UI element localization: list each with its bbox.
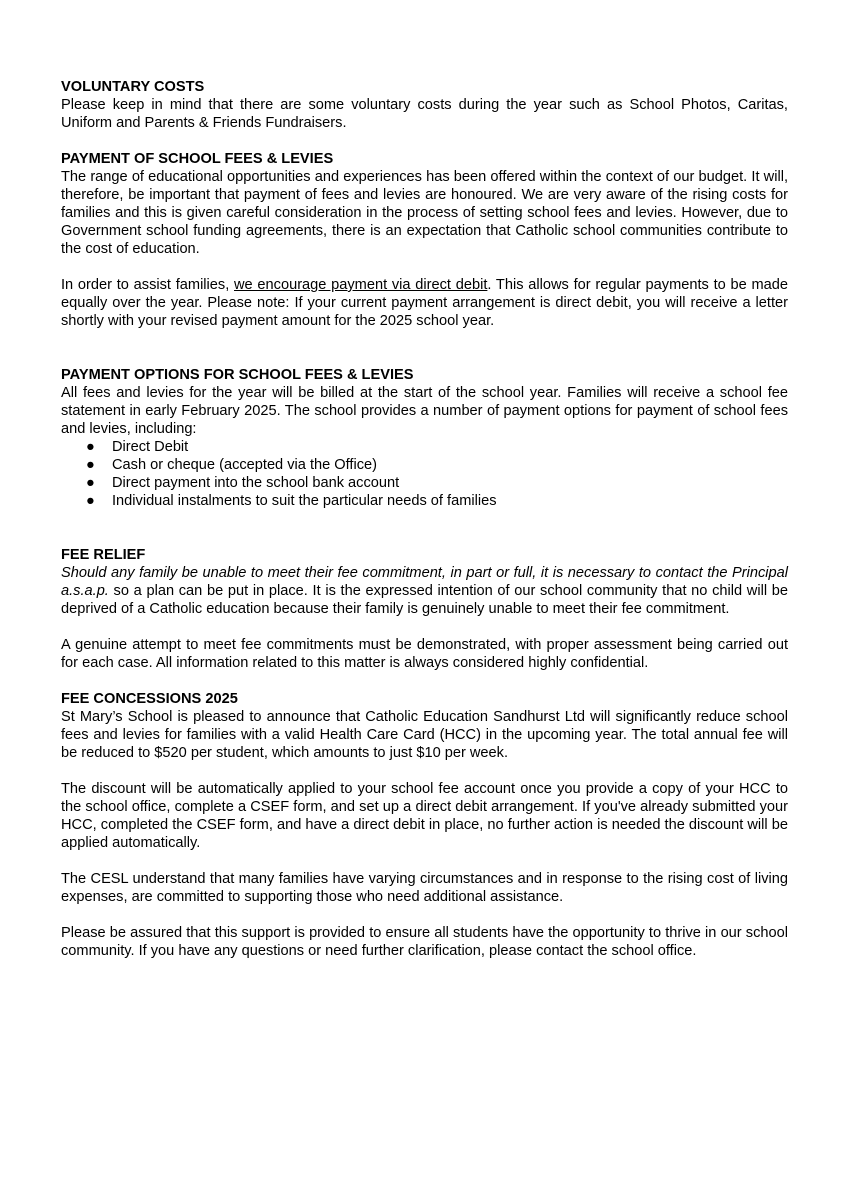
list-item-text: Individual instalments to suit the particular needs of families bbox=[112, 493, 497, 509]
section-voluntary-costs bbox=[61, 78, 788, 132]
bullet-icon: ● bbox=[86, 439, 95, 455]
fee-relief-assessment-text: A genuine attempt to meet fee commitments must be demonstrated, with proper assessment being carried out for each case. All information related to this matter is always considered highly confidential. bbox=[61, 637, 788, 671]
bullet-icon: ● bbox=[86, 493, 95, 509]
list-item bbox=[61, 474, 788, 492]
section-payment-options bbox=[61, 366, 788, 510]
direct-debit-intro: In order to assist families, bbox=[61, 277, 235, 293]
direct-debit-emphasis: we encourage payment via direct debit bbox=[234, 277, 488, 293]
list-item bbox=[61, 438, 788, 456]
fee-concessions-cesl: The CESL understand that many families have varying circumstances and in response to the rising cost of living expenses, are committed to supporting those who need additional assistance. bbox=[61, 871, 788, 905]
fee-concessions-support: Please be assured that this support is provided to ensure all students have the opportunity to thrive in our school community. If you have any questions or need further clarification, please contact the school office. bbox=[61, 925, 788, 959]
list-item bbox=[61, 492, 788, 510]
document-page bbox=[61, 78, 788, 960]
fee-relief-text: so a plan can be put in place. It is the expressed intention of our school community that no child will be deprived of a Catholic education because their family is genuinely unable to meet their fee commitment. bbox=[61, 583, 788, 617]
heading-payment-of-fees: PAYMENT OF SCHOOL FEES & LEVIES bbox=[61, 151, 334, 167]
direct-debit-paragraph bbox=[61, 276, 788, 330]
heading-payment-options: PAYMENT OPTIONS FOR SCHOOL FEES & LEVIES bbox=[61, 367, 414, 383]
heading-voluntary-costs: VOLUNTARY COSTS bbox=[61, 79, 205, 95]
heading-fee-concessions: FEE CONCESSIONS 2025 bbox=[61, 691, 238, 707]
voluntary-costs-text: Please keep in mind that there are some voluntary costs during the year such as School Photos, Caritas, Uniform and Parents & Friends Fundraisers. bbox=[61, 97, 788, 131]
list-item-text: Direct payment into the school bank account bbox=[112, 475, 400, 491]
section-fee-relief bbox=[61, 546, 788, 672]
fee-relief-italic-text: Should any family be unable to meet their fee commitment, in part or full, it is necessary to contact the Principal a.s.a.p. bbox=[61, 565, 788, 599]
section-payment-of-fees bbox=[61, 150, 788, 330]
heading-fee-relief: FEE RELIEF bbox=[61, 547, 146, 563]
bullet-icon: ● bbox=[86, 457, 95, 473]
fee-relief-paragraph bbox=[61, 564, 788, 618]
fee-concessions-announcement: St Mary’s School is pleased to announce that Catholic Education Sandhurst Ltd will significantly reduce school fees and levies for families with a valid Health Care Card (HCC) in the upcoming year. The total annual fee will be reduced to $520 per student, which amounts to just $10 per week. bbox=[61, 709, 788, 761]
section-fee-concessions bbox=[61, 690, 788, 960]
bullet-icon: ● bbox=[86, 475, 95, 491]
payment-options-text: All fees and levies for the year will be billed at the start of the school year. Families will receive a school fee statement in early February 2025. The school provides a number of payment options for payment of school fees and levies, including: bbox=[61, 385, 788, 437]
payment-options-list bbox=[61, 438, 788, 510]
fee-concessions-discount: The discount will be automatically applied to your school fee account once you provide a copy of your HCC to the school office, complete a CSEF form, and set up a direct debit arrangement. If you've already submitted your HCC, completed the CSEF form, and have a direct debit in place, no further action is needed the discount will be applied automatically. bbox=[61, 781, 788, 851]
list-item-text: Cash or cheque (accepted via the Office) bbox=[112, 457, 377, 473]
payment-of-fees-text: The range of educational opportunities and experiences has been offered within the context of our budget. It will, therefore, be important that payment of fees and levies are honoured. We are very aware of the rising costs for families and this is given careful consideration in the process of setting school fees and levies. However, due to Government school funding agreements, there is an expectation that Catholic school communities contribute to the cost of education. bbox=[61, 169, 788, 257]
list-item-text: Direct Debit bbox=[112, 439, 189, 455]
direct-debit-details: . This allows for regular payments to be made equally over the year. Please note: If your current payment arrangement is direct debit, you will receive a letter shortly with your revised payment amount for the 2025 school year. bbox=[61, 277, 788, 329]
list-item bbox=[61, 456, 788, 474]
